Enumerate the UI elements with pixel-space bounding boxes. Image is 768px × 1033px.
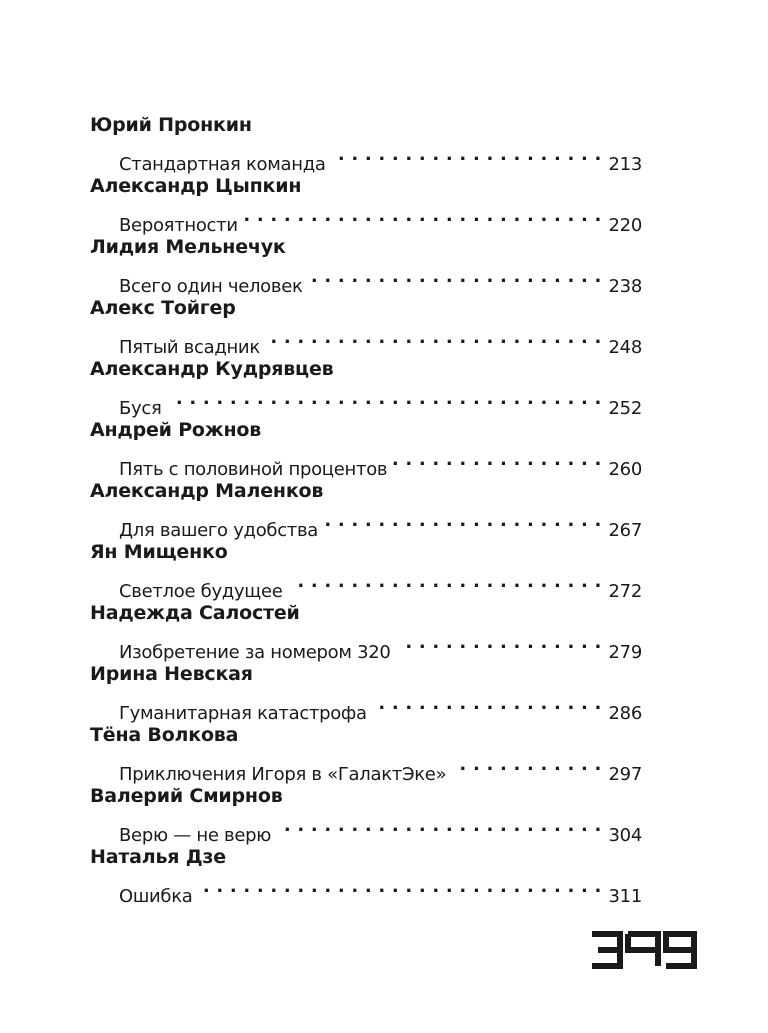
toc-page-number: 304 — [608, 825, 642, 846]
toc-author: Надежда Салостей — [90, 602, 300, 624]
toc-page-number: 248 — [608, 337, 642, 358]
dot-leader — [309, 262, 602, 292]
dot-leader — [397, 628, 602, 658]
toc-entry-title: Для вашего удобства — [119, 520, 319, 541]
toc-author: Александр Маленков — [90, 480, 324, 502]
dot-leader — [199, 872, 602, 902]
page-folio — [590, 930, 698, 970]
toc-entry[interactable] — [119, 689, 642, 724]
toc-entry-title: Светлое будущее — [119, 581, 283, 602]
toc-entry-title: Пятый всадник — [119, 337, 260, 358]
toc-author: Александр Кудрявцев — [90, 358, 334, 380]
toc-entry[interactable] — [119, 567, 642, 602]
toc-entry[interactable] — [119, 262, 642, 297]
toc-entry-title: Всего один человек — [119, 276, 303, 297]
toc-entry[interactable] — [119, 811, 642, 846]
toc-entry-title: Приключения Игоря в «ГалактЭке» — [119, 764, 447, 785]
toc-author: Александр Цыпкин — [90, 175, 302, 197]
toc-page-number: 311 — [608, 886, 642, 907]
toc-author: Алекс Тойгер — [90, 297, 236, 319]
toc-page-number: 220 — [608, 215, 642, 236]
dot-leader — [266, 323, 602, 353]
toc-entry[interactable] — [119, 201, 642, 236]
dot-leader — [168, 384, 602, 414]
dot-leader — [324, 506, 602, 536]
dot-leader — [277, 811, 601, 841]
toc-entry-title: Изобретение за номером 320 — [119, 642, 391, 663]
toc-page-number: 213 — [608, 154, 642, 175]
dot-leader — [289, 567, 602, 597]
toc-page-number: 279 — [608, 642, 642, 663]
toc-author: Андрей Рожнов — [90, 419, 262, 441]
toc-page-number: 272 — [608, 581, 642, 602]
toc-page-number: 267 — [608, 520, 642, 541]
dot-leader — [452, 750, 601, 780]
toc-author: Ян Мищенко — [90, 541, 228, 563]
toc-entry-title: Верю — не верю — [119, 825, 272, 846]
toc-page-number: 297 — [608, 764, 642, 785]
toc-entry-title: Гуманитарная катастрофа — [119, 703, 367, 724]
toc-entry[interactable] — [119, 506, 642, 541]
toc-entry-title: Вероятности — [119, 215, 238, 236]
toc-entry-title: Стандартная команда — [119, 154, 326, 175]
toc-entry[interactable] — [119, 750, 642, 785]
toc-entry-title: Пять с половиной процентов — [119, 459, 388, 480]
toc-entry-title: Буся — [119, 398, 162, 419]
toc-page-number: 238 — [608, 276, 642, 297]
toc-entry[interactable] — [119, 384, 642, 419]
toc-author: Тёна Волкова — [90, 724, 239, 746]
toc-entry-title: Ошибка — [119, 886, 193, 907]
toc-page-number: 286 — [608, 703, 642, 724]
toc-author: Ирина Невская — [90, 663, 253, 685]
toc-entry[interactable] — [119, 872, 642, 907]
table-of-contents — [90, 110, 642, 907]
toc-entry[interactable] — [119, 628, 642, 663]
toc-page-number: 260 — [608, 459, 642, 480]
dot-leader — [332, 140, 602, 170]
toc-author: Наталья Дзе — [90, 846, 226, 868]
toc-entry[interactable] — [119, 140, 642, 175]
dot-leader — [373, 689, 602, 719]
toc-entry[interactable] — [119, 323, 642, 358]
toc-entry[interactable] — [119, 445, 642, 480]
toc-author: Лидия Мельнечук — [90, 236, 286, 258]
toc-page-number: 252 — [608, 398, 642, 419]
toc-author: Юрий Пронкин — [90, 114, 252, 136]
dot-leader — [393, 445, 601, 475]
toc-author: Валерий Смирнов — [90, 785, 283, 807]
dot-leader — [244, 201, 602, 231]
